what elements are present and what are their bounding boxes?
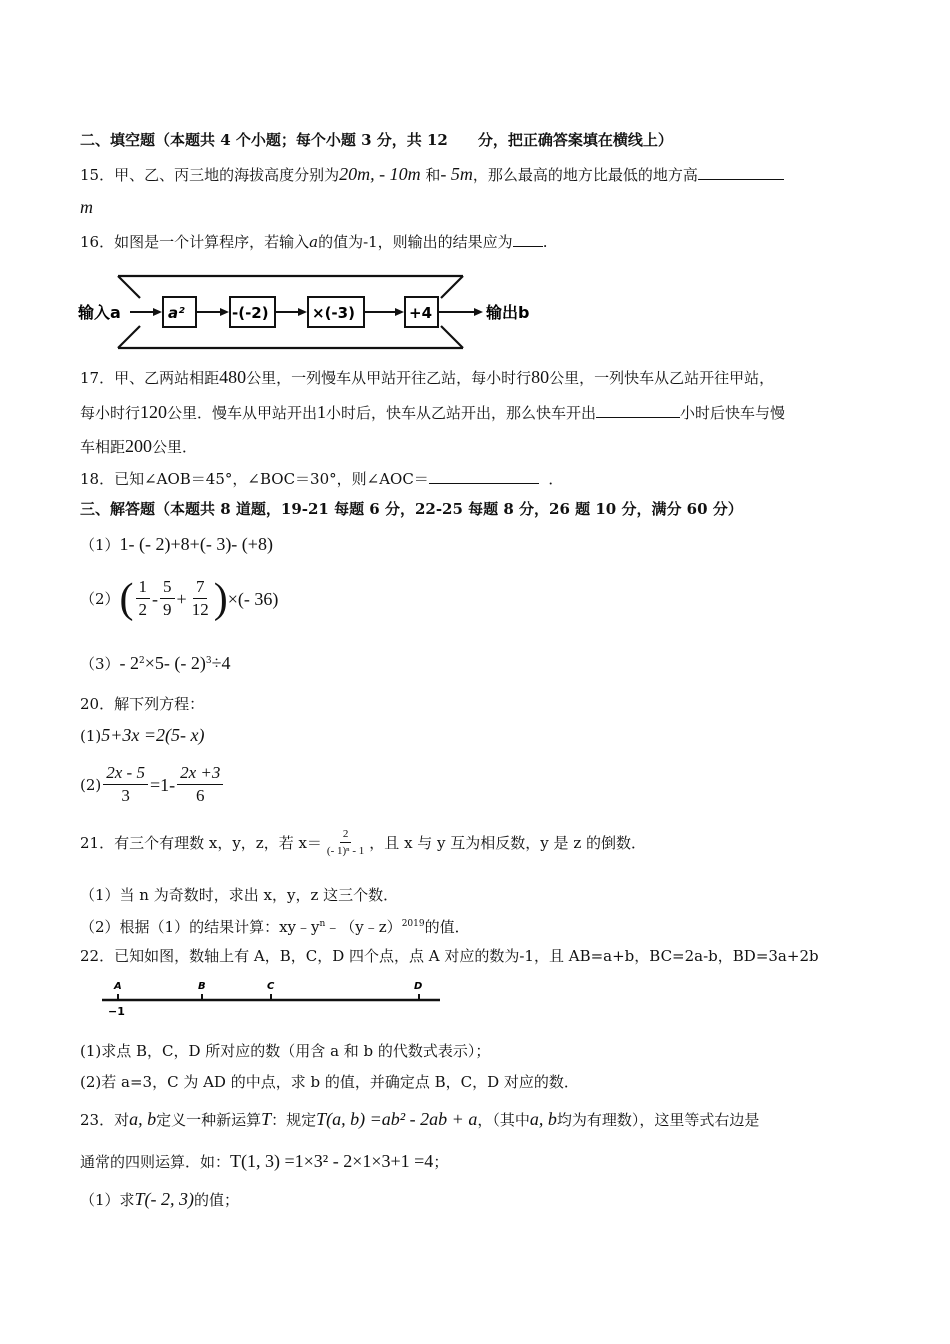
question-23-line2: 通常的四则运算．如：T(1, 3) =1×3² - 2×1×3+1 =4； bbox=[80, 1151, 449, 1171]
question-19-part1: （1）1- (- 2)+8+(- 3)- (+8) bbox=[80, 534, 273, 554]
point-d-label: D bbox=[414, 981, 423, 992]
question-19-part2: （2） ( $\frac{1}{2}$ - $\frac{5}{9}$ + $\frac{7}{12}$ ) ×(- 36) bbox=[80, 575, 279, 622]
question-17-line2: 每小时行120公里．慢车从甲站开出1小时后，快车从乙站开出，那么快车开出 小时后快车与慢 bbox=[80, 402, 786, 422]
point-b-label: B bbox=[198, 981, 206, 992]
question-17-line3: 车相距200公里． bbox=[80, 436, 198, 456]
question-22-part1: (1)求点 B，C，D 所对应的数（用含 a 和 b 的代数式表示）； bbox=[80, 1042, 491, 1060]
tick-minus-one: −1 bbox=[108, 1005, 125, 1018]
answer-blank[interactable] bbox=[596, 403, 680, 418]
flow-box-minus-label: -(-2) bbox=[232, 304, 269, 322]
flow-diagram bbox=[78, 272, 548, 352]
flow-box-plus-label: +4 bbox=[409, 304, 433, 322]
question-21-part2: （2）根据（1）的结果计算：$xy﹣y^n﹣(y﹣z)^{2019}$的值． bbox=[80, 918, 470, 936]
question-23-line1: 23．对a, b定义一种新运算T：规定T(a, b) =ab² - 2ab + a，（其中a, b均为有理数），这里等式右边是 bbox=[80, 1109, 760, 1129]
question-17-line1: 17．甲、乙两站相距480公里，一列慢车从甲站开往乙站，每小时行80公里，一列快车从乙站开往甲站， bbox=[80, 367, 775, 387]
question-15: 15．甲、乙、丙三地的海拔高度分别为20m, - 10m 和- 5m，那么最高的地方比最低的地方高 bbox=[80, 163, 784, 186]
question-18: 18．已知∠AOB＝45°，∠BOC＝30°，则∠AOC＝ ． bbox=[80, 470, 564, 488]
question-20-title: 20．解下列方程： bbox=[80, 695, 205, 713]
q15-unit: m bbox=[80, 197, 93, 217]
flow-input-label: 输入a bbox=[78, 303, 121, 322]
question-22-part2: (2)若 a=3，C 为 AD 的中点，求 b 的值，并确定点 B，C，D 对应的数． bbox=[80, 1073, 579, 1091]
answer-blank[interactable] bbox=[429, 469, 539, 484]
question-23-part1: （1）求T(- 2, 3)的值； bbox=[80, 1189, 240, 1209]
question-16: 16．如图是一个计算程序，若输入a的值为-1，则输出的结果应为 . bbox=[80, 233, 548, 251]
answer-blank[interactable] bbox=[698, 165, 784, 180]
number-line bbox=[98, 973, 448, 1019]
section2-heading: 二、填空题（本题共 4 个小题；每个小题 3 分，共 12 分，把正确答案填在横线上） bbox=[80, 131, 673, 149]
point-c-label: C bbox=[267, 981, 275, 992]
answer-blank[interactable] bbox=[513, 232, 543, 247]
section3-heading: 三、解答题（本题共 8 道题，19-21 每题 6 分，22-25 每题 8 分，26 题 10 分，满分 60 分） bbox=[80, 500, 743, 518]
point-a-label: A bbox=[114, 981, 122, 992]
question-21: 21．有三个有理数 x，y，z，若 x＝ $\frac{2}{\text{(- 1)ⁿ - 1}}$ ，且 x 与 y 互为相反数，y 是 z 的倒数． bbox=[80, 828, 646, 857]
flow-box-multiply-label: ×(-3) bbox=[312, 304, 355, 322]
flow-box-square-label: a² bbox=[168, 304, 185, 322]
question-22: 22．已知如图，数轴上有 A，B，C，D 四个点，点 A 对应的数为-1，且 AB=a+b，BC=2a-b，BD=3a+2b bbox=[80, 947, 819, 965]
question-21-part1: （1）当 n 为奇数时，求出 x，y，z 这三个数． bbox=[80, 886, 399, 904]
question-20-eq1: (1)5+3x =2(5- x) bbox=[80, 725, 205, 745]
question-20-eq2: (2) $\frac{2x - 5}{3}$ =1- $\frac{2x +3}{6}$ bbox=[80, 762, 225, 807]
question-19-part3: （3）- $2^2\times 5-$ (- 2)$^3$÷4 bbox=[80, 653, 231, 673]
flow-output-label: 输出b bbox=[486, 303, 530, 322]
